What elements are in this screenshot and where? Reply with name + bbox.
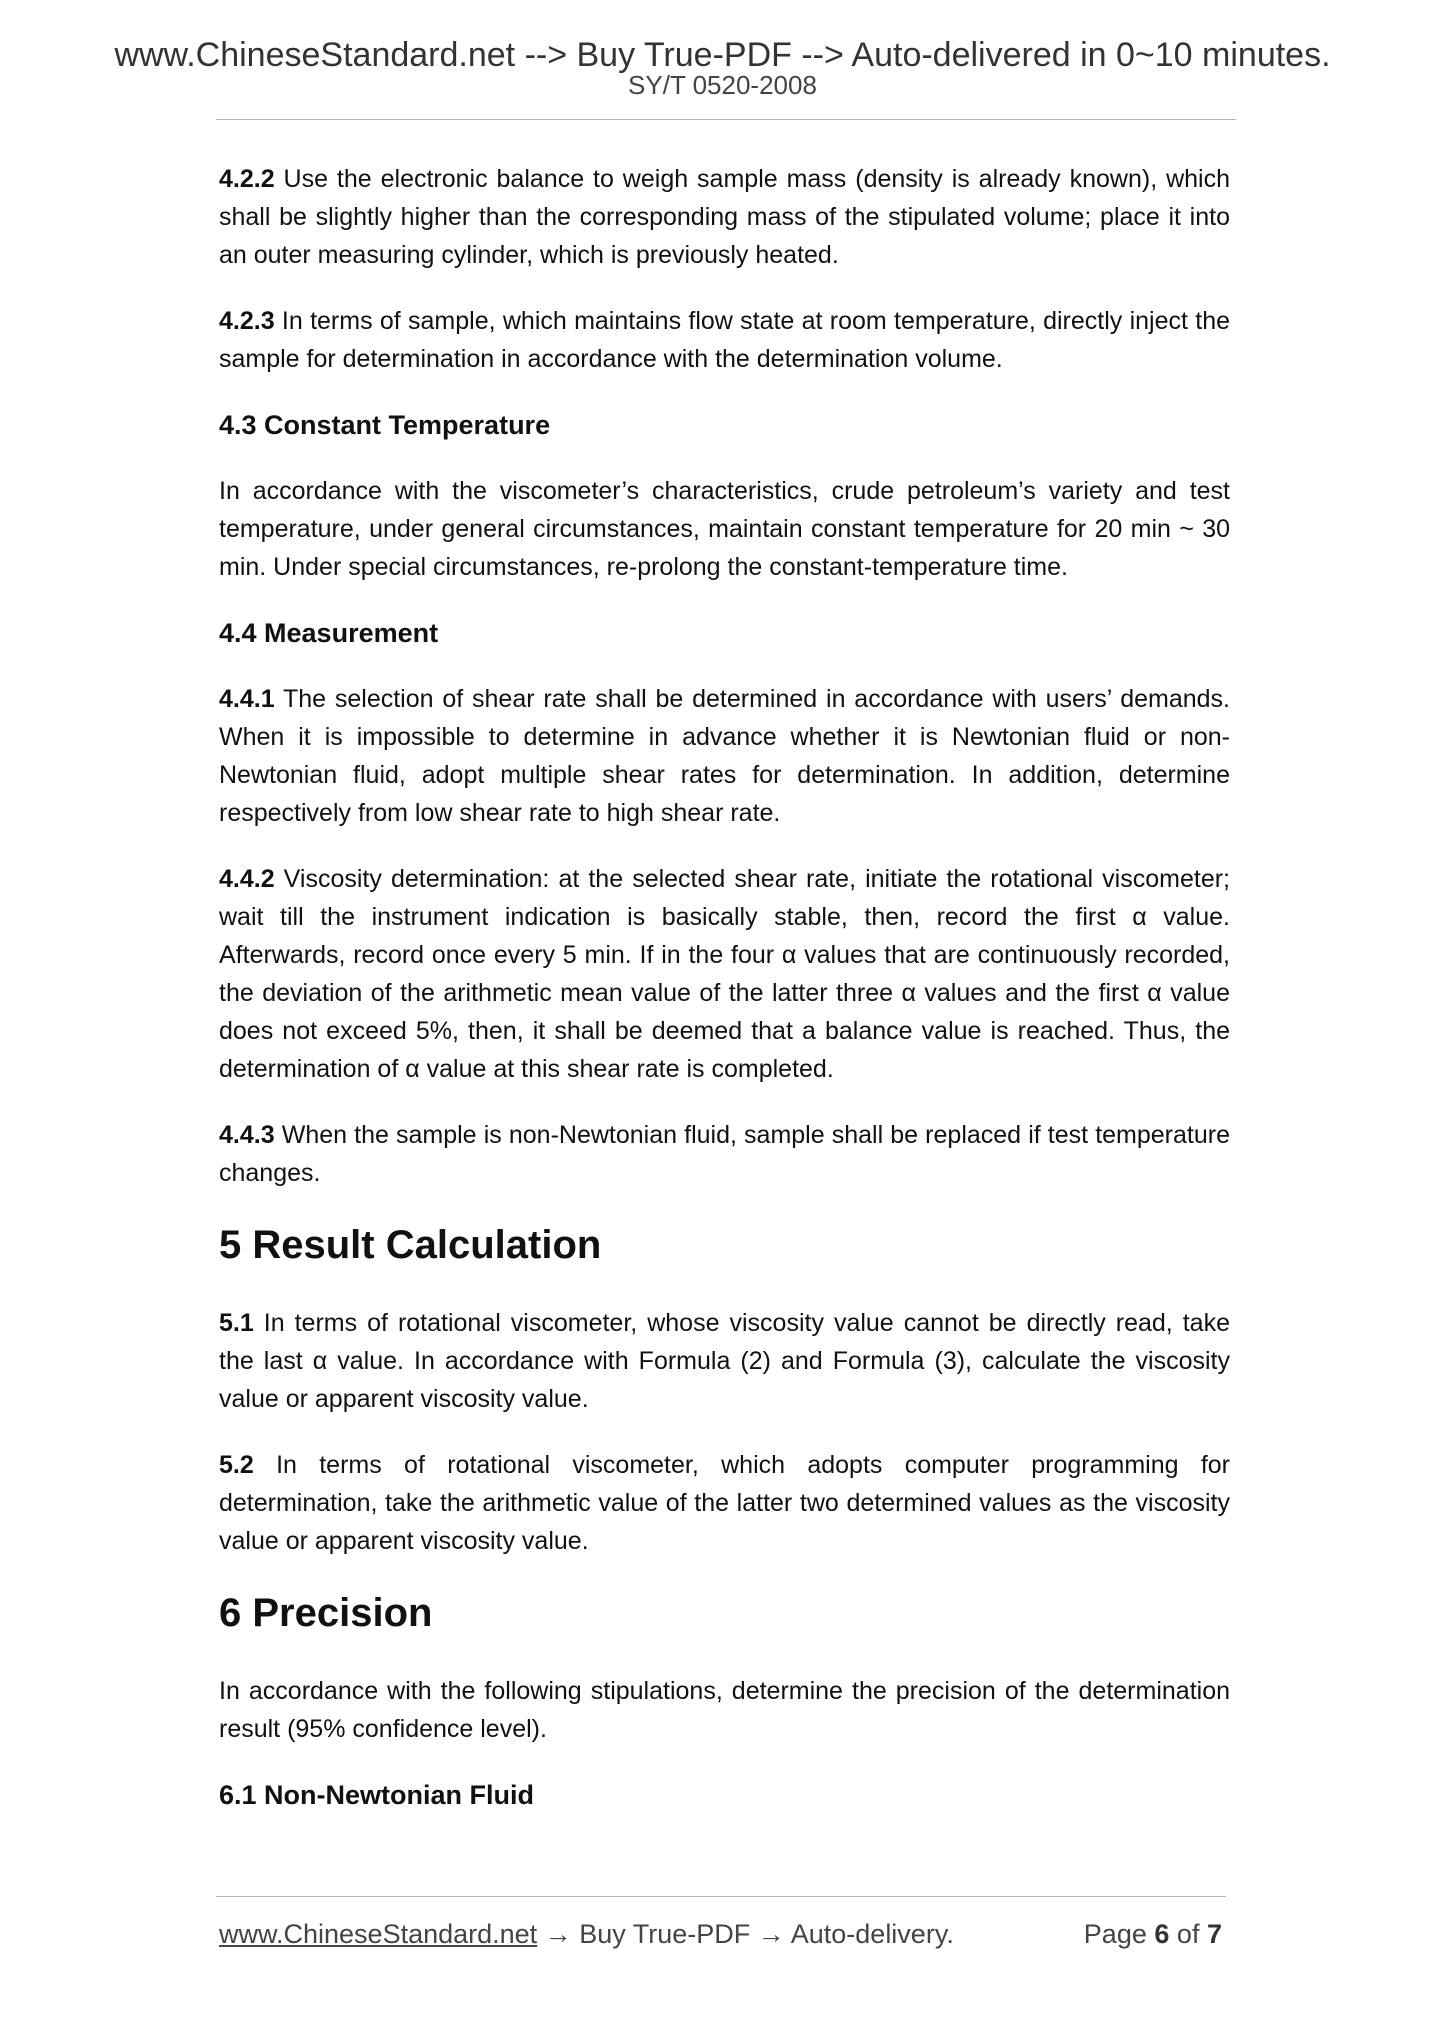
page-label: Page [1083, 1919, 1147, 1949]
header-divider [216, 119, 1236, 120]
page-current: 6 [1154, 1919, 1170, 1949]
clause-4-4-3 [219, 1116, 1230, 1192]
chapter-heading-6: 6 Precision [219, 1591, 433, 1635]
page-footer [219, 1917, 1230, 1951]
page-total: 7 [1206, 1919, 1222, 1949]
clause-number: 4.2.3 [219, 307, 275, 335]
clause-4-2-3 [219, 302, 1230, 378]
clause-5-1 [219, 1304, 1230, 1418]
clause-text: In terms of rotational viscometer, whose viscosity value cannot be directly read, take the last α value. In accordance with Formula (2) and Formula (3), calculate the viscosity value or apparent viscosity value. [219, 1309, 1230, 1413]
footer-divider [216, 1896, 1226, 1897]
clause-number: 5.1 [219, 1309, 254, 1337]
page-indicator [1084, 1917, 1222, 1951]
banner-text: www.ChineseStandard.net --> Buy True-PDF --> Auto-delivered in 0~10 minutes. [114, 36, 1331, 74]
clause-text: The selection of shear rate shall be determined in accordance with users’ demands. When it is impossible to determine in advance whether it is Newtonian fluid or non-Newtonian fluid, adopt multiple shear rates for determination. In addition, determine respectively from low shear rate to high shear rate. [219, 685, 1230, 827]
clause-number: 4.4.2 [219, 865, 275, 893]
paragraph-6: In accordance with the following stipulations, determine the precision of the determination result (95% confidence level). [219, 1677, 1230, 1743]
clause-number: 4.4.1 [219, 685, 275, 713]
clause-4-4-2 [219, 860, 1230, 1088]
clause-number: 4.2.2 [219, 165, 275, 193]
clause-text: In terms of rotational viscometer, which adopts computer programming for determination, take the arithmetic value of the latter two determined values as the viscosity value or apparent viscosity value. [219, 1451, 1230, 1555]
clause-text: In terms of sample, which maintains flow state at room temperature, directly inject the sample for determination in accordance with the determination volume. [219, 307, 1230, 373]
clause-4-2-2 [219, 160, 1230, 274]
page-of: of [1176, 1919, 1200, 1949]
heading-4-3: 4.3 Constant Temperature [219, 410, 551, 440]
clause-5-2 [219, 1446, 1230, 1560]
chapter-heading-5: 5 Result Calculation [219, 1223, 602, 1267]
clause-text: Viscosity determination: at the selected shear rate, initiate the rotational viscometer; wait till the instrument indication is basically stable, then, record the first α value. Afterwards, record once every 5 min. If in the four α values that are continuously recorded, the deviation of the arithmetic mean value of the latter three α values and the first α value does not exceed 5%, then, it shall be deemed that a balance value is reached. Thus, the determination of α value at this shear rate is completed. [219, 865, 1230, 1083]
clause-4-4-1 [219, 680, 1230, 832]
footer-text: → Buy True-PDF → Auto-delivery. [537, 1919, 954, 1949]
clause-number: 5.2 [219, 1451, 254, 1479]
clause-text: When the sample is non-Newtonian fluid, sample shall be replaced if test temperature changes. [219, 1121, 1230, 1187]
paragraph-4-3: In accordance with the viscometer’s characteristics, crude petroleum’s variety and test temperature, under general circumstances, maintain constant temperature for 20 min ~ 30 min. Under special circumstances, re-prolong the constant-temperature time. [219, 477, 1230, 581]
clause-number: 4.4.3 [219, 1121, 275, 1149]
heading-6-1: 6.1 Non-Newtonian Fluid [219, 1780, 534, 1810]
footer-website-link[interactable]: www.ChineseStandard.net [219, 1919, 538, 1949]
page-content [219, 160, 1230, 1842]
heading-4-4: 4.4 Measurement [219, 618, 439, 648]
standard-code: SY/T 0520-2008 [628, 70, 817, 100]
clause-text: Use the electronic balance to weigh sample mass (density is already known), which shall be slightly higher than the corresponding mass of the stipulated volume; place it into an outer measuring cylinder, which is previously heated. [219, 165, 1230, 269]
